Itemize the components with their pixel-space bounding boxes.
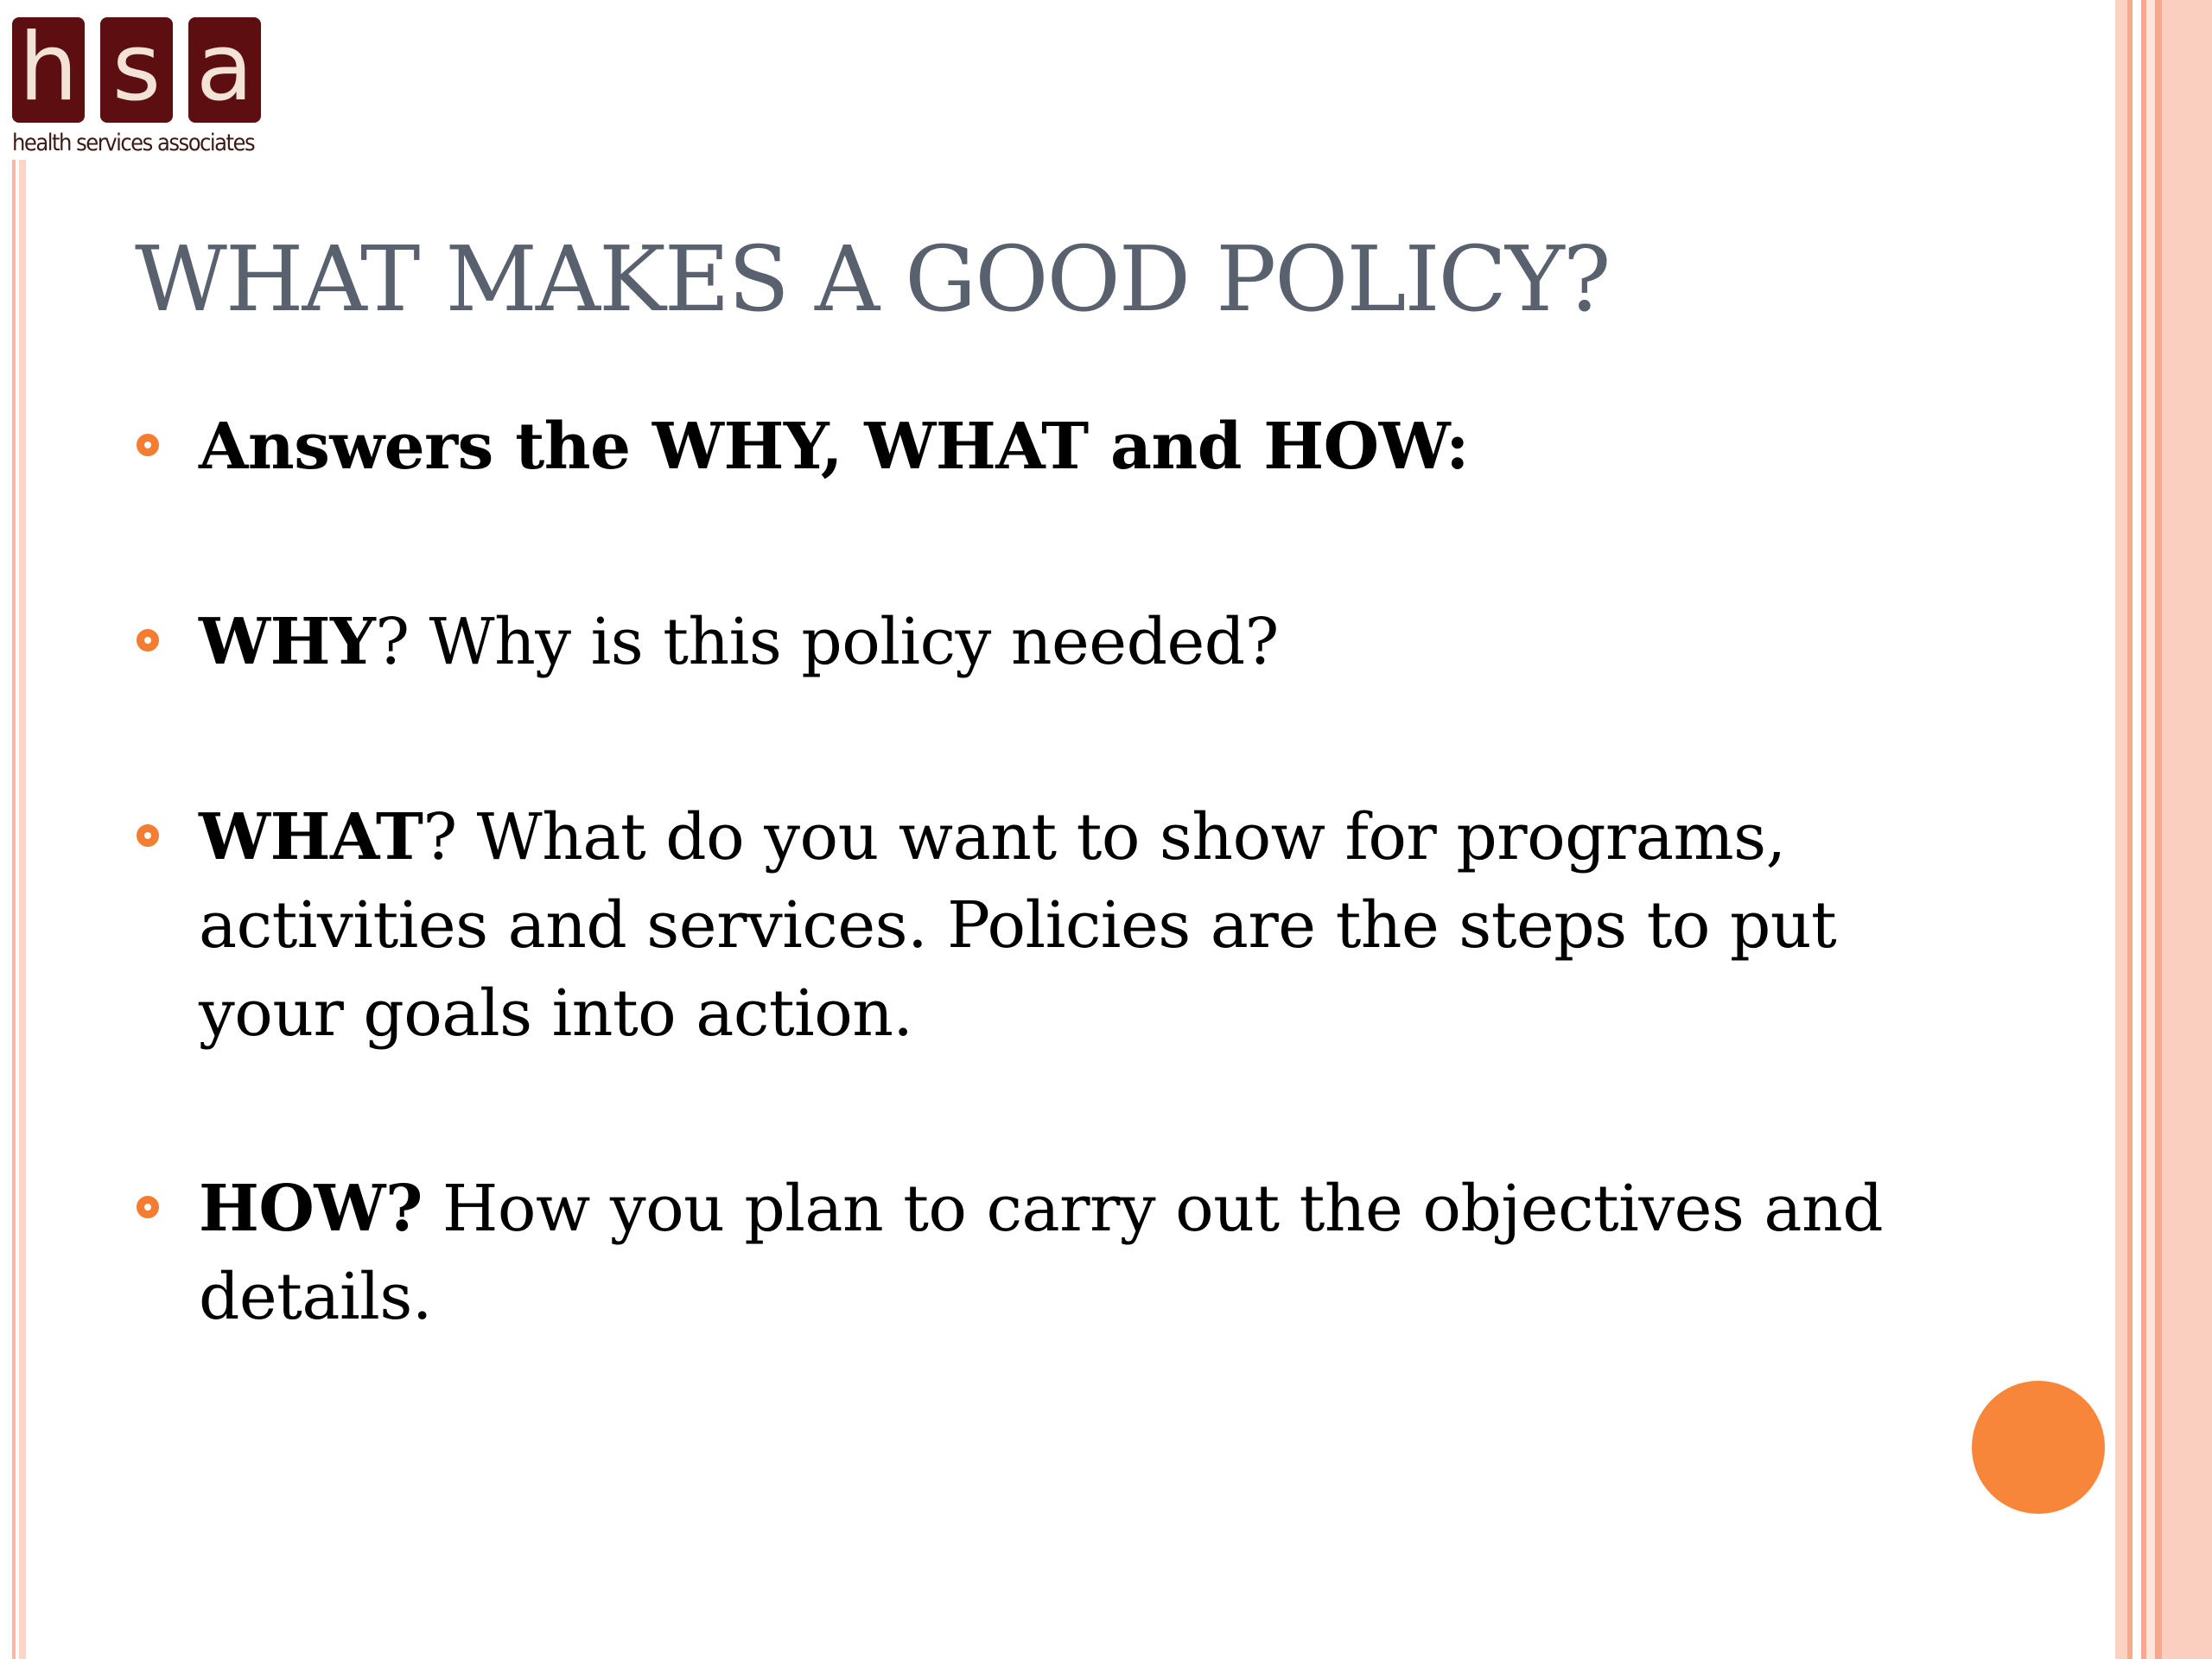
logo-subtitle: health services associates [12,130,255,156]
right-border-stripe [2155,0,2162,1659]
right-border-stripe [2133,0,2141,1659]
left-border-stripe-light [19,160,26,1659]
right-border-band [2162,0,2212,1659]
logo-letter-s: s [100,17,173,123]
bullet-ring-icon [137,434,159,456]
bullet-text: ? What do you want to show for programs, activities and services. Policies are the steps to put your goals into action. [199,800,1837,1051]
left-border-stripe [12,160,16,1659]
orange-circle-decoration [1972,1381,2105,1514]
bullet-ring-icon [137,1196,159,1218]
bullet-lead: Answers the WHY, WHAT and HOW: [199,410,1469,484]
bullet-item [199,403,1927,491]
right-border-stripe [2115,0,2127,1659]
bullet-item [199,598,1927,686]
bullet-ring-icon [137,824,159,847]
bullet-ring-icon [137,629,159,652]
bullet-item [199,1165,1927,1341]
bullet-item [199,793,1927,1058]
bullet-lead: HOW? [199,1172,423,1246]
bullet-text: ? Why is this policy needed? [375,605,1279,679]
slide-title: WHAT MAKES A GOOD POLICY? [135,226,1610,332]
bullet-lead: WHAT [199,800,423,874]
right-border-stripe [2146,0,2155,1659]
logo-letter-h: h [12,17,85,123]
bullet-text: How you plan to carry out the objectives and details. [199,1172,1884,1334]
logo-letter-a: a [188,17,261,123]
bullet-lead: WHY [199,605,376,679]
hsa-logo [12,14,271,164]
